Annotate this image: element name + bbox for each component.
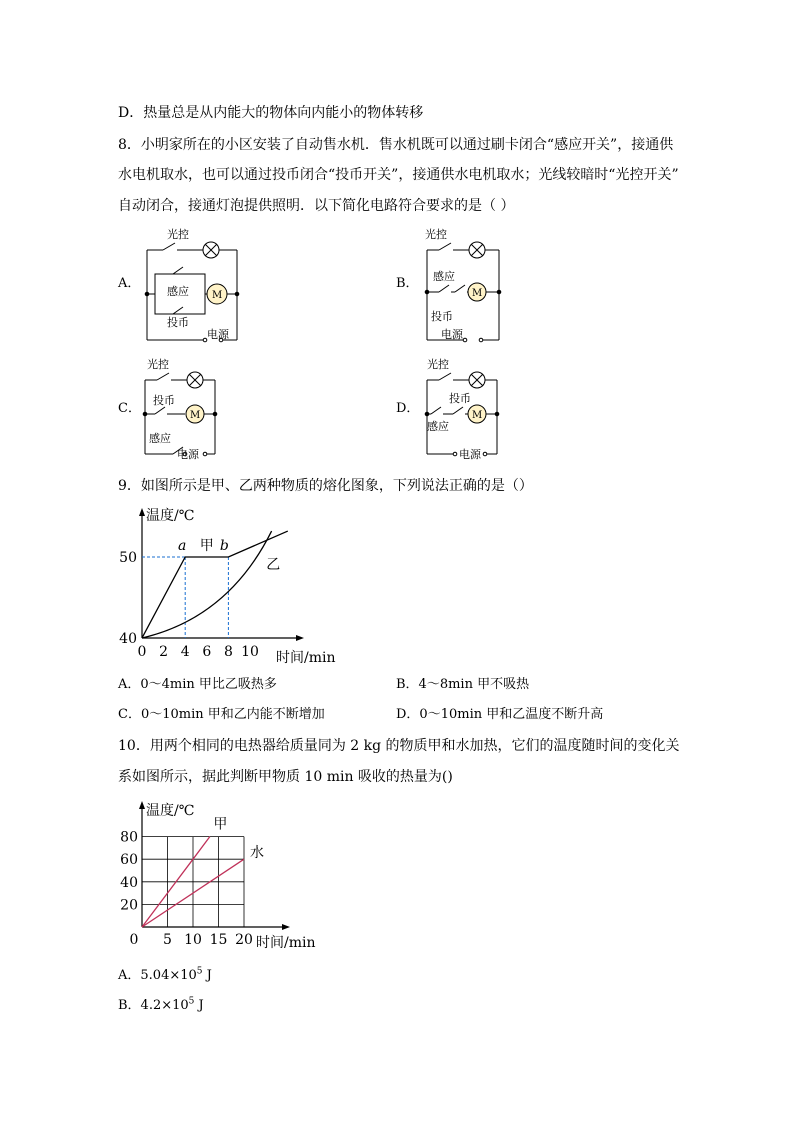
q8-option-d-label: D． <box>396 401 420 416</box>
circuit-a-light-control-label: 光控 <box>167 228 189 241</box>
q10-option-b <box>118 996 204 1016</box>
y-tick-label: 60 <box>120 852 138 869</box>
y-tick-label: 20 <box>120 897 138 914</box>
x-tick-label: 5 <box>163 932 172 948</box>
x-axis-label: 时间/min <box>256 935 316 951</box>
x-axis-label: 时间/min <box>276 650 336 666</box>
q10-option-b-exp: 5 <box>188 996 195 1007</box>
circuit-d <box>425 352 515 462</box>
circuit-c-motor-label: M <box>190 410 201 421</box>
x-tick-label: 8 <box>223 644 233 660</box>
series-label-jia: 甲 <box>199 538 214 554</box>
circuit-a-power-label: 电源 <box>207 328 229 341</box>
q10-option-b-unit: J <box>194 998 204 1013</box>
q9-option-c: C．0～10min 甲和乙内能不断增加 <box>118 707 325 722</box>
q10-option-a-unit: J <box>202 968 212 983</box>
y-axis-arrow <box>139 801 145 809</box>
y-axis-label: 温度/℃ <box>146 508 195 524</box>
circuit-b <box>425 222 515 342</box>
q10-option-a-base: A．5.04×10 <box>118 968 197 983</box>
x-axis-arrow <box>282 924 290 930</box>
point-label-b: b <box>219 538 229 554</box>
circuit-d-coin-label: 投币 <box>449 392 471 405</box>
q8-option-c-label: C． <box>118 401 141 416</box>
origin-label: 0 <box>129 932 139 948</box>
x-tick-label: 15 <box>209 932 228 948</box>
q10-stem-line1: 10．用两个相同的电热器给质量同为 2 kg 的物质甲和水加热，它们的温度随时间的变化关 <box>118 738 680 754</box>
y-axis-label: 温度/℃ <box>146 803 195 819</box>
q8-option-a-label: A． <box>118 276 141 291</box>
series-jia-line <box>142 531 288 638</box>
series-label-water: 水 <box>250 845 264 862</box>
x-tick-label: 10 <box>241 644 259 660</box>
q8-stem-line3: 自动闭合，接通灯泡提供照明．以下简化电路符合要求的是（ ） <box>118 198 515 214</box>
q9-melting-chart <box>118 500 368 670</box>
q9-option-a: A．0～4min 甲比乙吸热多 <box>118 677 277 692</box>
circuit-a-motor-label: M <box>212 290 223 301</box>
y-axis-arrow <box>139 508 145 516</box>
q9-stem: 9．如图所示是甲、乙两种物质的熔化图象，下列说法正确的是（） <box>118 478 533 494</box>
series-label-jia: 甲 <box>213 816 228 833</box>
q8-option-b-label: B． <box>396 276 419 291</box>
circuit-c <box>143 352 233 462</box>
circuit-c-sensor-label: 感应 <box>149 432 171 445</box>
circuit-b-power-label: 电源 <box>441 328 463 341</box>
q8-stem-line1: 8．小明家所在的小区安装了自动售水机．售水机既可以通过刷卡闭合“感应开关”，接通供 <box>118 137 674 153</box>
q10-option-b-base: B．4.2×10 <box>118 998 189 1013</box>
circuit-b-light-control-label: 光控 <box>425 228 447 241</box>
x-axis-arrow <box>296 635 304 641</box>
q10-option-a <box>118 966 212 986</box>
x-tick-label: 4 <box>180 644 190 660</box>
x-tick-label: 0 <box>137 644 147 660</box>
series-label-yi: 乙 <box>266 557 281 574</box>
q9-option-b: B．4～8min 甲不吸热 <box>396 677 530 692</box>
circuit-a-sensor-label: 感应 <box>167 285 189 298</box>
q9-option-d: D．0～10min 甲和乙温度不断升高 <box>396 707 604 722</box>
q7-option-d: D．热量总是从内能大的物体向内能小的物体转移 <box>118 105 424 121</box>
x-tick-label: 2 <box>159 644 169 660</box>
circuit-c-power-label: 电源 <box>177 448 199 461</box>
q10-option-a-exp: 5 <box>196 966 203 977</box>
circuit-d-light-control-label: 光控 <box>427 358 449 371</box>
circuit-b-motor-label: M <box>472 288 483 299</box>
y-tick-label: 80 <box>120 829 138 846</box>
q8-stem-line2: 水电机取水，也可以通过投币闭合“投币开关”，接通供水电机取水；光线较暗时“光控开关” <box>118 167 679 183</box>
circuit-d-power-label: 电源 <box>459 448 481 461</box>
q10-stem-line2: 系如图所示，据此判断甲物质 10 min 吸收的热量为() <box>118 769 453 785</box>
q10-heating-chart <box>118 795 348 955</box>
x-tick-label: 6 <box>202 644 212 660</box>
point-label-a: a <box>178 538 187 554</box>
y-tick-label: 40 <box>120 874 138 891</box>
circuit-a <box>145 222 245 342</box>
circuit-d-motor-label: M <box>472 410 483 421</box>
x-tick-label: 20 <box>235 932 253 948</box>
circuit-c-light-control-label: 光控 <box>147 358 169 371</box>
circuit-c-coin-label: 投币 <box>153 394 175 407</box>
x-tick-label: 10 <box>184 932 202 948</box>
circuit-b-coin-label: 投币 <box>431 310 453 323</box>
y-tick-label: 40 <box>119 631 137 647</box>
circuit-a-coin-label: 投币 <box>167 316 189 329</box>
circuit-b-sensor-label: 感应 <box>433 270 455 283</box>
y-tick-label: 50 <box>119 550 137 566</box>
circuit-d-sensor-label: 感应 <box>427 420 449 433</box>
